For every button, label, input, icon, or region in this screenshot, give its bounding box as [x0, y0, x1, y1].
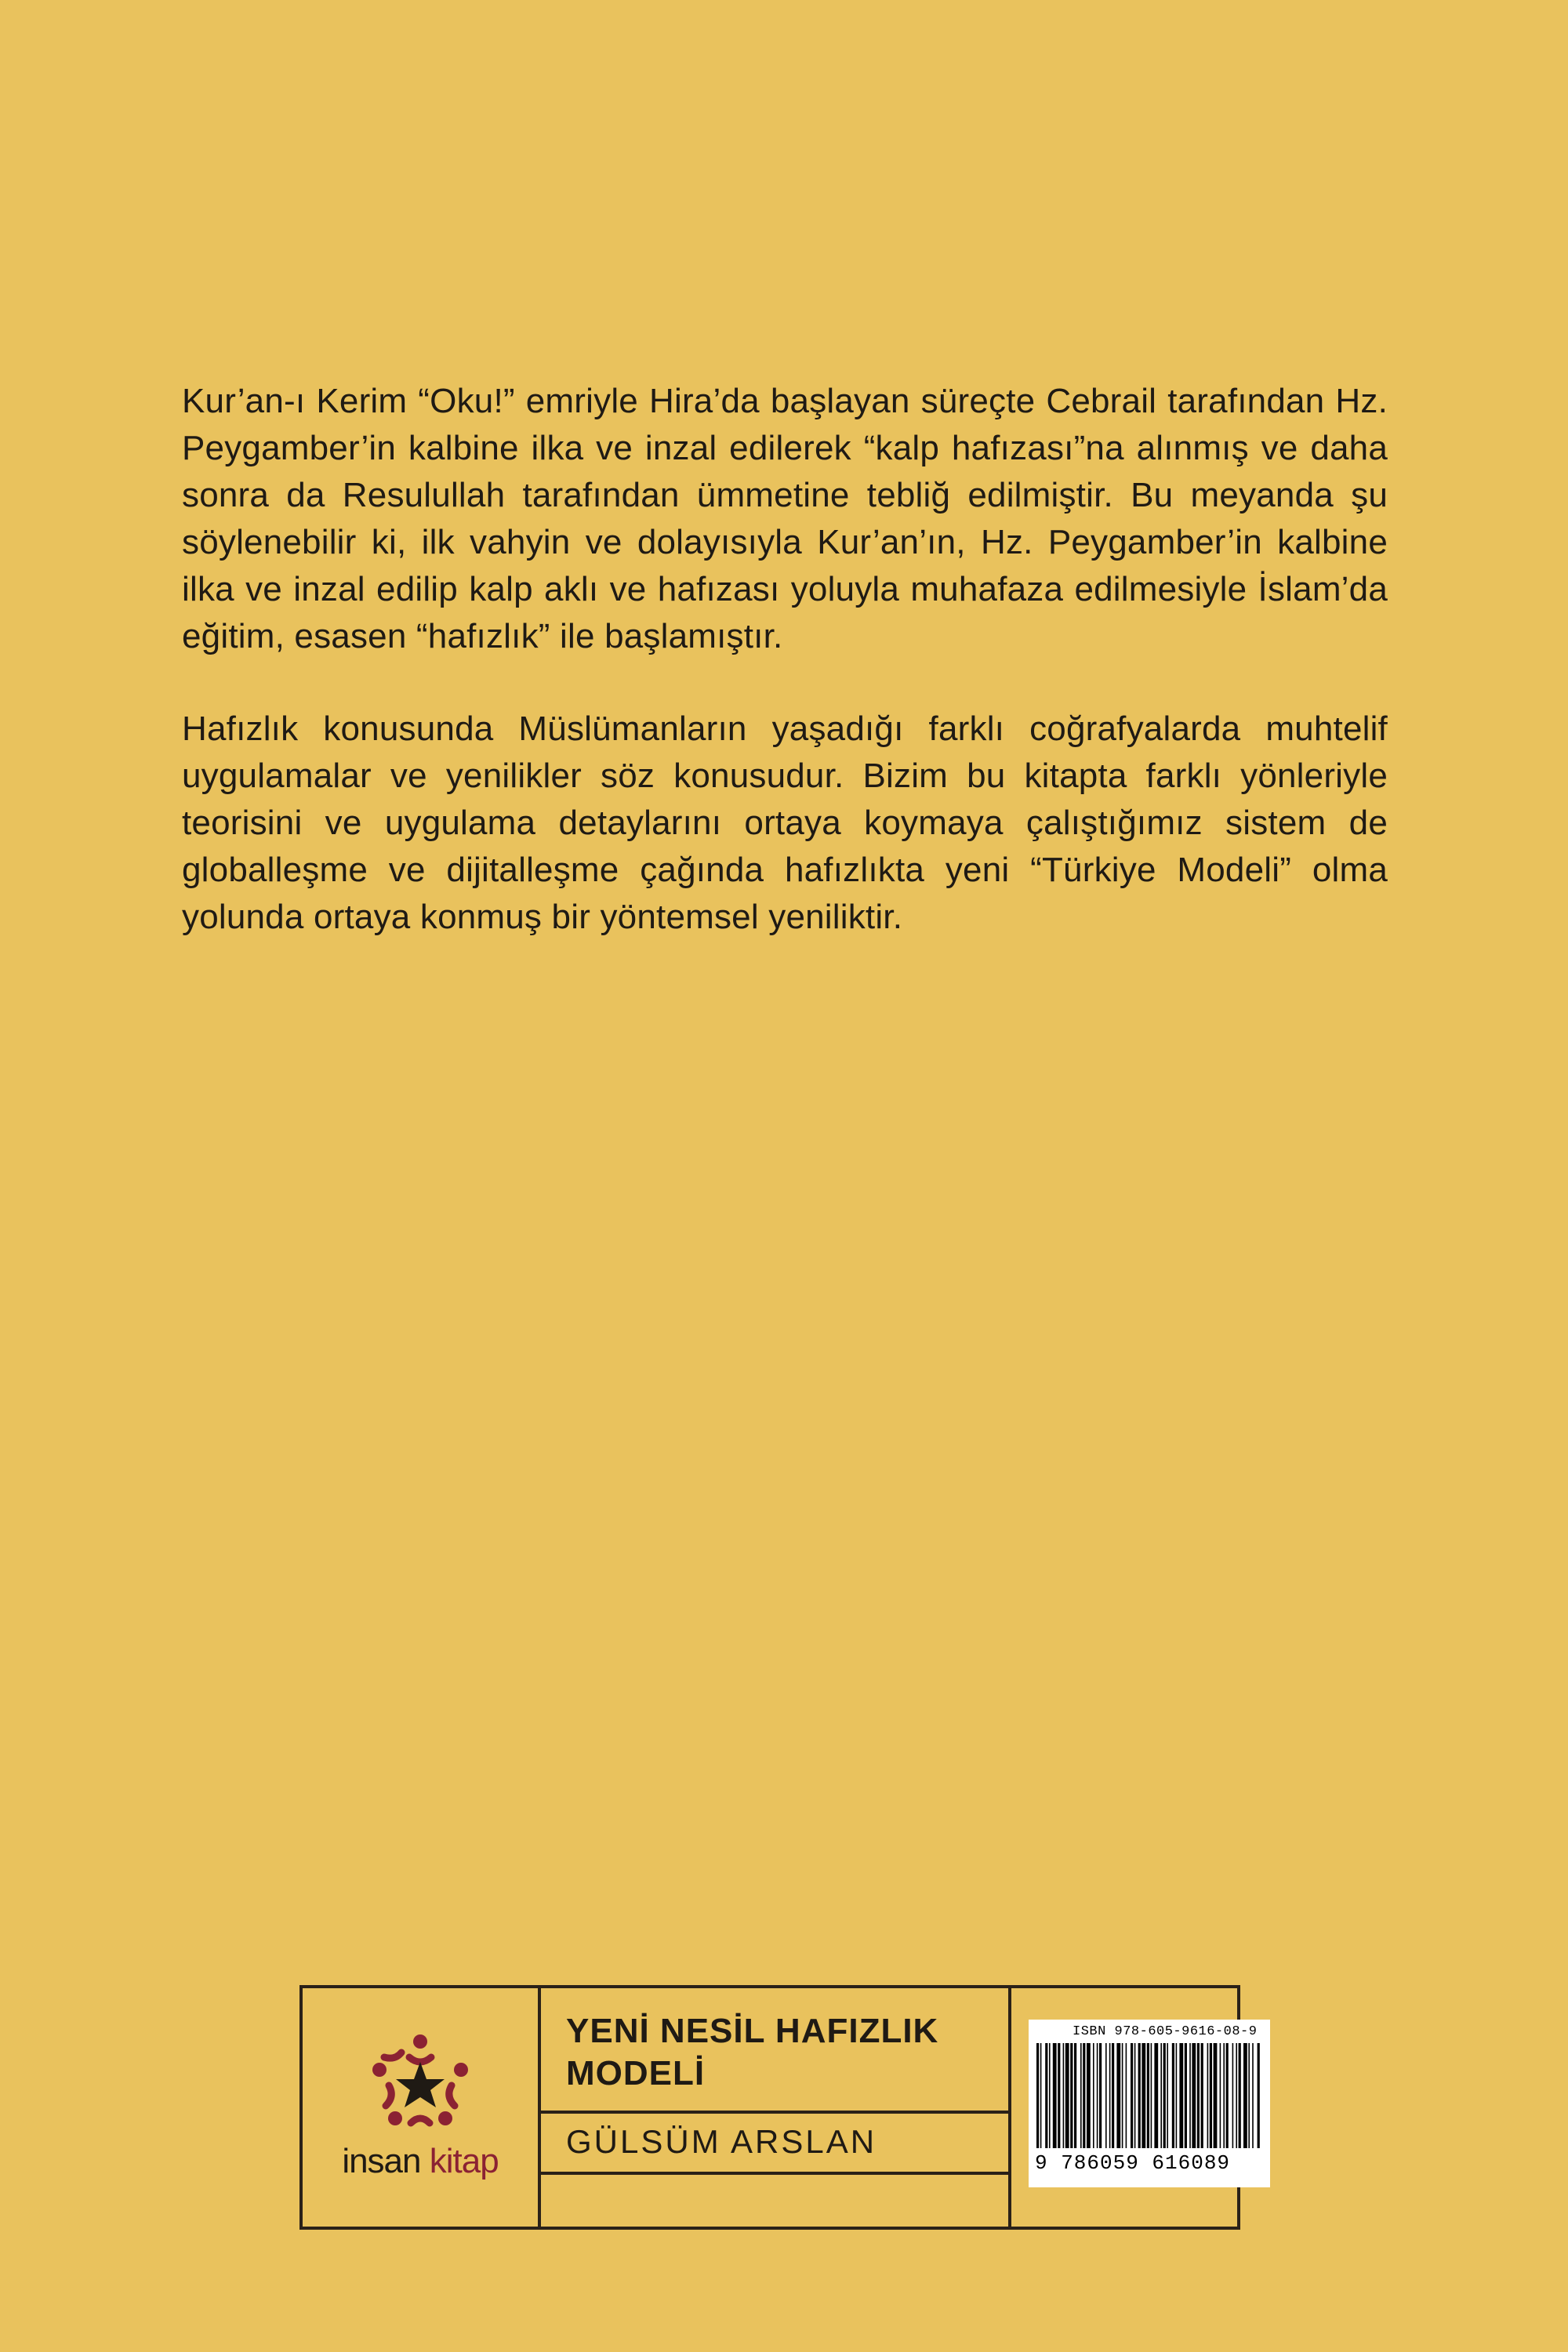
back-cover-blurb [182, 378, 1388, 986]
barcode-stripe [1134, 2043, 1136, 2148]
barcode-stripe [1105, 2043, 1107, 2148]
barcode-stripe [1179, 2043, 1183, 2148]
barcode-stripe [1223, 2043, 1225, 2148]
barcode-stripe [1154, 2043, 1158, 2148]
isbn-barcode [1029, 2020, 1270, 2187]
barcode-stripe [1122, 2043, 1123, 2148]
barcode-stripe [1151, 2043, 1152, 2148]
barcode-stripe [1097, 2043, 1098, 2148]
barcode-stripe [1087, 2043, 1091, 2148]
barcode-stripe [1189, 2043, 1191, 2148]
barcode-stripe [1214, 2043, 1218, 2148]
barcode-stripe [1070, 2043, 1073, 2148]
barcode-stripe [1131, 2043, 1133, 2148]
barcode-stripe [1036, 2043, 1039, 2148]
barcode-stripe [1258, 2043, 1260, 2148]
barcode-stripe [1201, 2043, 1203, 2148]
barcode-stripe [1093, 2043, 1094, 2148]
barcode-stripe [1248, 2043, 1250, 2148]
barcode-bars [1036, 2043, 1262, 2148]
people-circle-star-icon [365, 2031, 475, 2140]
barcode-stripe [1172, 2043, 1174, 2148]
title-author-column [541, 1988, 1011, 2227]
isbn-digits: 9 786059 616089 [1035, 2151, 1231, 2175]
barcode-stripe [1192, 2043, 1196, 2148]
barcode-stripe [1126, 2043, 1127, 2148]
barcode-stripe [1065, 2043, 1069, 2148]
barcode-stripe [1116, 2043, 1120, 2148]
publisher-name [303, 2142, 538, 2181]
barcode-stripe [1147, 2043, 1149, 2148]
barcode-stripe [1236, 2043, 1237, 2148]
barcode-stripe [1160, 2043, 1162, 2148]
barcode-stripe [1239, 2043, 1241, 2148]
barcode-stripe [1080, 2043, 1082, 2148]
barcode-stripe [1207, 2043, 1209, 2148]
blurb-paragraph-1: Kur’an-ı Kerim “Oku!” emriyle Hira’da başlayan süreçte Cebrail tarafından Hz. Peygamber’in kalbine ilka ve inzal edilerek “kalp hafızası”na alınmış ve daha sonra da Resulullah tarafından ümmetine tebliğ edilmiştir. Bu meyanda şu söylenebilir ki, ilk vahyin ve dolayısıyla Kur’an’ın, Hz. Peygamber’in kalbine ilka ve inzal edilip kalp aklı ve hafızası yoluyla muhafaza edilmesiyle İslam’da eğitim, esasen “hafızlık” ile başlamıştır. [182, 382, 1388, 655]
book-info-box [299, 1985, 1258, 2230]
barcode-stripe [1243, 2043, 1247, 2148]
barcode-stripe [1138, 2043, 1141, 2148]
barcode-stripe [1063, 2043, 1065, 2148]
barcode-stripe [1109, 2043, 1111, 2148]
publisher-name-part-2: kitap [429, 2142, 499, 2180]
barcode-stripe [1185, 2043, 1187, 2148]
barcode-stripe [1226, 2043, 1229, 2148]
barcode-stripe [1045, 2043, 1047, 2148]
book-author: GÜLSÜM ARSLAN [566, 2123, 877, 2160]
publisher-logo [303, 1988, 541, 2227]
title-row [541, 1988, 1008, 2114]
barcode-stripe [1232, 2043, 1234, 2148]
blurb-paragraph-2: Hafızlık konusunda Müslümanların yaşadığı farklı coğrafyalarda muhtelif uygulamalar ve yenilikler söz konusudur. Bizim bu kitapta farklı yönleriyle teorisini ve uygulama detaylarını ortaya koymaya çalıştığımız sistem de globalleşme ve dijitalleşme çağında hafızlıkta yeni “Türkiye Modeli” olma yolunda ortaya konmuş bir yöntemsel yeniliktir. [182, 710, 1388, 936]
barcode-stripe [1099, 2043, 1102, 2148]
barcode-stripe [1142, 2043, 1145, 2148]
barcode-stripe [1074, 2043, 1076, 2148]
barcode-stripe [1167, 2043, 1168, 2148]
barcode-stripe [1220, 2043, 1221, 2148]
barcode-column [1011, 1988, 1258, 2227]
barcode-stripe [1112, 2043, 1114, 2148]
barcode-stripe [1083, 2043, 1085, 2148]
barcode-stripe [1197, 2043, 1200, 2148]
barcode-stripe [1049, 2043, 1051, 2148]
barcode-stripe [1163, 2043, 1166, 2148]
barcode-stripe [1176, 2043, 1178, 2148]
publisher-name-part-1: insan [342, 2142, 421, 2180]
book-title: YENİ NESİL HAFIZLIK MODELİ [566, 2012, 939, 2092]
isbn-label: ISBN 978-605-9616-08-9 [1073, 2024, 1258, 2039]
barcode-stripe [1210, 2043, 1212, 2148]
author-row [541, 2114, 1008, 2175]
barcode-stripe [1040, 2043, 1042, 2148]
barcode-stripe [1058, 2043, 1060, 2148]
barcode-stripe [1053, 2043, 1057, 2148]
barcode-stripe [1252, 2043, 1254, 2148]
